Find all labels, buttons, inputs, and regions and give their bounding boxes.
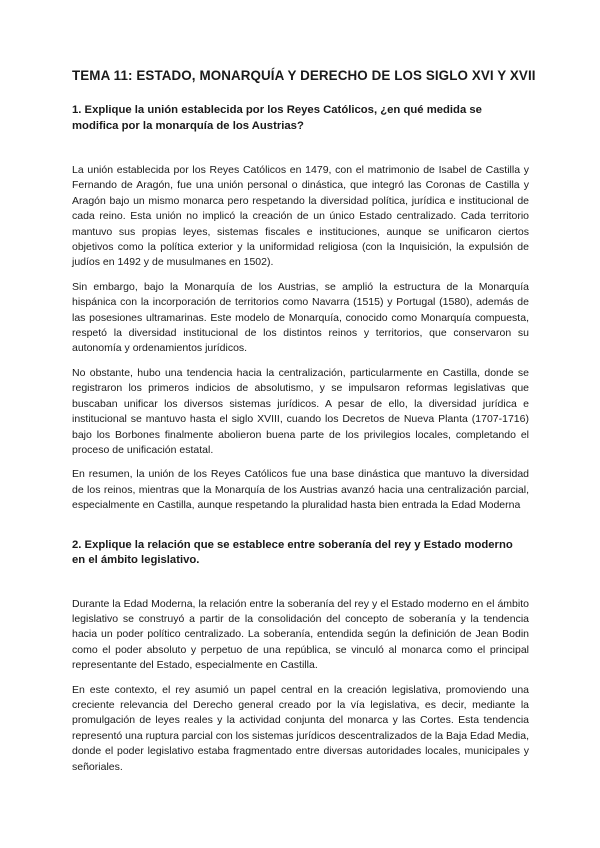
section-2 xyxy=(72,538,529,775)
answer-1-paragraph-2: Sin embargo, bajo la Monarquía de los Austrias, se amplió la estructura de la Monarquía hispánica con la incorporación de territorios como Navarra (1515) y Portugal (1580), además de las posesiones ultramarinas. Este modelo de Monarquía, conocido como Monarquía compuesta, respetó la diversidad institucional de los distintos reinos y territorios, que conservaron su autonomía y ordenamientos jurídicos. xyxy=(72,280,529,355)
document-title: TEMA 11: ESTADO, MONARQUÍA Y DERECHO DE LOS SIGLO XVI Y XVII xyxy=(72,68,536,83)
section-1 xyxy=(72,103,529,514)
answer-1-paragraph-3: No obstante, hubo una tendencia hacia la centralización, particularmente en Castilla, donde se registraron los primeros indicios de absolutismo, y se impulsaron reformas legislativas que buscaban unificar los diversos sistemas jurídicos. A pesar de ello, la diversidad jurídica e institucional se mantuvo hasta el siglo XVIII, cuando los Decretos de Nueva Planta (1707-1716) bajo los Borbones finalmente abolieron buena parte de los privilegios locales, completando el proceso de unificación estatal. xyxy=(72,366,529,456)
question-2: 2. Explique la relación que se establece entre soberanía del rey y Estado moderno en el ámbito legislativo. xyxy=(72,538,513,567)
answer-2-paragraph-2: En este contexto, el rey asumió un papel central en la creación legislativa, promoviendo una creciente relevancia del Derecho general creado por la vía legislativa, es decir, mediante la promulgación de leyes reales y la actividad conjunta del monarca y las Cortes. Esta tendencia representó una ruptura parcial con los sistemas jurídicos descentralizados de la Baja Edad Media, donde el poder legislativo estaba fragmentado entre diversas autoridades locales, municipales y señoriales. xyxy=(72,683,529,773)
answer-1-paragraph-4: En resumen, la unión de los Reyes Católicos fue una base dinástica que mantuvo la diversidad de los reinos, mientras que la Monarquía de los Austrias avanzó hacia una centralización parcial, especialmente en Castilla, aunque respetando la pluralidad hasta bien entrada la Edad Moderna xyxy=(72,468,529,512)
question-1: 1. Explique la unión establecida por los Reyes Católicos, ¿en qué medida se modifica por la monarquía de los Austrias? xyxy=(72,104,482,132)
answer-1-paragraph-1: La unión establecida por los Reyes Católicos en 1479, con el matrimonio de Isabel de Castilla y Fernando de Aragón, fue una unión personal o dinástica, que integró las Coronas de Castilla y Aragón bajo un mismo monarca pero respetando la diversidad política, jurídica e institucional de cada reino. Esta unión no implicó la creación de un único Estado centralizado. Cada territorio mantuvo sus propias leyes, sistemas fiscales e instituciones, aunque se unificaron ciertos objetivos como la política exterior y la uniformidad religiosa (con la Inquisición, la expulsión de judíos en 1492 y de musulmanes en 1502). xyxy=(72,164,529,269)
answer-2-paragraph-1: Durante la Edad Moderna, la relación entre la soberanía del rey y el Estado moderno en el ámbito legislativo se construyó a partir de la consolidación del concepto de soberanía y la tendencia hacia un poder político centralizado. La soberanía, entendida según la definición de Jean Bodin como el poder absoluto y perpetuo de una república, se vinculó al monarca como el principal representante del Estado, especialmente en Castilla. xyxy=(72,597,529,672)
